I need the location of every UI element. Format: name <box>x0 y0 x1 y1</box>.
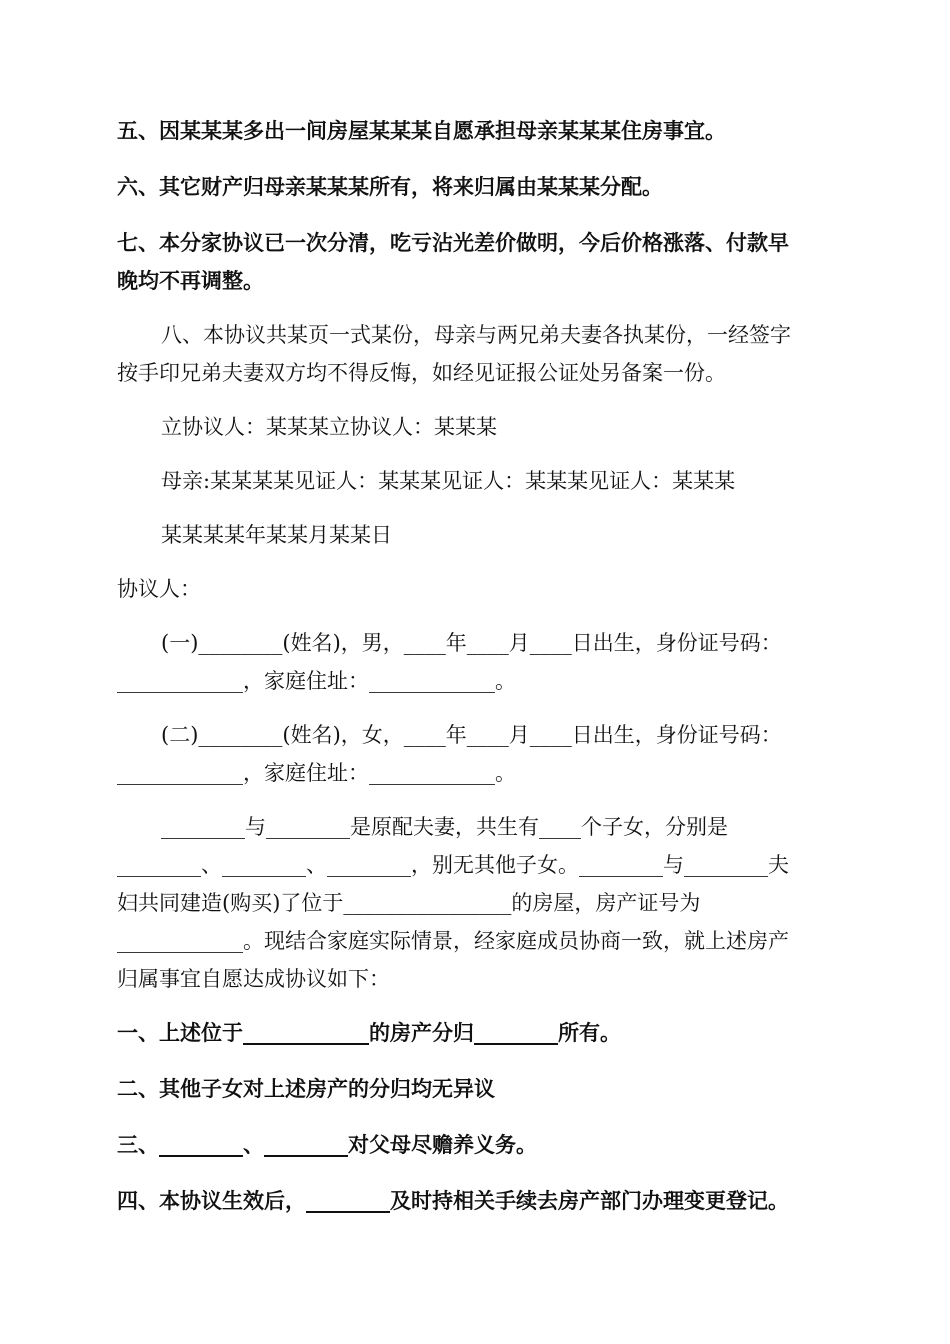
party-1-line-2: ____________，家庭住址：____________。 <box>117 669 516 693</box>
parties-label: 协议人： <box>117 577 201 601</box>
clause-7-line-2: 晚均不再调整。 <box>117 268 264 293</box>
clause-8-line-1: 八、本协议共某页一式某份，母亲与两兄弟夫妻各执某份，一经签字 <box>161 323 791 347</box>
clause-8-line-2: 按手印兄弟夫妻双方均不得反悔，如经见证报公证处另备案一份。 <box>117 361 726 385</box>
background-line-1: ________与________是原配夫妻，共生有____个子女，分别是 <box>161 815 728 839</box>
signers-line: 立协议人：某某某立协议人：某某某 <box>161 415 497 439</box>
witnesses-line: 母亲:某某某某见证人：某某某见证人：某某某见证人：某某某 <box>161 469 736 493</box>
document-page <box>117 112 833 1220</box>
background-line-3: 妇共同建造(购买)了位于________________的房屋，房产证号为 <box>117 891 701 915</box>
party-1-line-1: (一)________(姓名)，男，____年____月____日出生，身份证号码： <box>161 631 782 655</box>
clause-2: 二、其他子女对上述房产的分归均无异议 <box>117 1076 495 1101</box>
clause-5: 五、因某某某多出一间房屋某某某自愿承担母亲某某某住房事宜。 <box>117 118 726 143</box>
clause-3: 三、________、________对父母尽赡养义务。 <box>117 1132 537 1157</box>
clause-7-line-1: 七、本分家协议已一次分清，吃亏沾光差价做明，今后价格涨落、付款早 <box>117 230 789 255</box>
date-line: 某某某某年某某月某某日 <box>161 523 392 547</box>
background-line-5: 归属事宜自愿达成协议如下： <box>117 967 390 991</box>
background-line-2: ________、________、________，别无其他子女。________与________夫 <box>117 853 789 877</box>
clause-6: 六、其它财产归母亲某某某所有，将来归属由某某某分配。 <box>117 174 663 199</box>
clause-1: 一、上述位于____________的房产分归________所有。 <box>117 1020 621 1045</box>
clause-4: 四、本协议生效后，________及时持相关手续去房产部门办理变更登记。 <box>117 1188 789 1213</box>
party-2-line-1: (二)________(姓名)，女，____年____月____日出生，身份证号码： <box>161 723 782 747</box>
background-line-4: ____________。现结合家庭实际情景，经家庭成员协商一致，就上述房产 <box>117 929 789 953</box>
party-2-line-2: ____________，家庭住址：____________。 <box>117 761 516 785</box>
